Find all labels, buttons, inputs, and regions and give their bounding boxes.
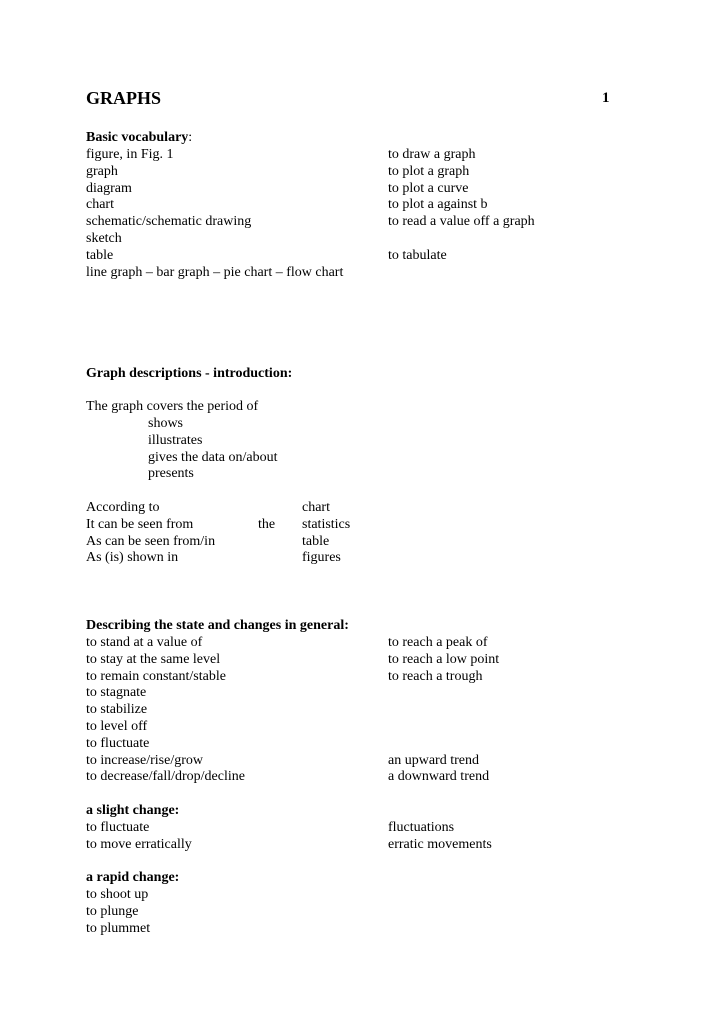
list-item: to shoot up — [86, 887, 149, 902]
list-item: an upward trend — [388, 752, 479, 768]
list-item: to move erratically — [86, 836, 192, 852]
list-item: to decrease/fall/drop/decline — [86, 769, 245, 785]
list-item: to reach a trough — [388, 668, 483, 684]
list-item: to plummet — [86, 920, 151, 936]
list-item: diagram — [86, 180, 132, 196]
state-changes-right-list — [388, 635, 499, 786]
list-item: sketch — [86, 230, 122, 246]
intro-nouns-list — [302, 500, 350, 567]
list-item: fluctuations — [388, 820, 455, 835]
intro-verbs-list — [148, 416, 277, 483]
list-item — [388, 702, 499, 719]
list-item: to stagnate — [86, 685, 147, 701]
list-item: As (is) shown in — [86, 550, 179, 566]
list-item: statistics — [302, 516, 351, 532]
page-number: 1 — [602, 90, 610, 106]
list-item — [388, 231, 535, 248]
slight-change-right-list — [388, 820, 492, 854]
list-item: erratic movements — [388, 836, 492, 852]
list-item — [388, 685, 499, 702]
list-item: line graph – bar graph – pie chart – flow chart — [86, 264, 344, 280]
list-item: schematic/schematic drawing — [86, 214, 252, 230]
list-item: to stabilize — [86, 702, 148, 718]
rapid-change-heading: a rapid change: — [86, 870, 180, 885]
list-item: to plunge — [86, 903, 139, 919]
list-item: figure, in Fig. 1 — [86, 147, 174, 162]
introduction-heading: Graph descriptions - introduction: — [86, 366, 293, 381]
list-item: to fluctuate — [86, 820, 150, 835]
intro-phrases-list — [86, 500, 215, 567]
list-item: to reach a low point — [388, 651, 500, 667]
intro-article: the — [258, 517, 276, 532]
slight-change-left-list — [86, 820, 192, 854]
list-item: table — [302, 533, 330, 549]
list-item: gives the data on/about — [148, 449, 278, 465]
list-item: to fluctuate — [86, 735, 150, 751]
list-item — [388, 736, 499, 753]
state-changes-left-list — [86, 635, 245, 786]
basic-vocabulary-left-list — [86, 147, 343, 281]
list-item: to increase/rise/grow — [86, 752, 204, 768]
list-item: to plot a graph — [388, 163, 470, 179]
list-item: table — [86, 247, 114, 263]
list-item: figures — [302, 550, 341, 566]
list-item: to remain constant/stable — [86, 668, 226, 684]
list-item: It can be seen from — [86, 516, 194, 532]
slight-change-heading: a slight change: — [86, 803, 180, 818]
list-item: shows — [148, 416, 184, 431]
list-item: to stay at the same level — [86, 651, 221, 667]
list-item: According to — [86, 500, 160, 515]
basic-vocabulary-heading: Basic vocabulary: — [86, 130, 193, 145]
rapid-change-list — [86, 887, 150, 937]
list-item: presents — [148, 466, 194, 482]
list-item: chart — [86, 197, 114, 213]
list-item: to reach a peak of — [388, 635, 488, 650]
list-item: graph — [86, 163, 118, 179]
list-item: to plot a curve — [388, 180, 469, 196]
list-item: chart — [302, 500, 330, 515]
state-changes-heading: Describing the state and changes in general: — [86, 618, 349, 633]
list-item: to stand at a value of — [86, 635, 203, 650]
list-item: to draw a graph — [388, 147, 476, 162]
list-item: a downward trend — [388, 769, 490, 785]
basic-vocabulary-right-list — [388, 147, 535, 265]
page-title: GRAPHS — [86, 88, 162, 108]
list-item: illustrates — [148, 432, 203, 448]
list-item — [388, 719, 499, 736]
list-item: to level off — [86, 718, 148, 734]
list-item: to plot a against b — [388, 197, 488, 213]
intro-line: The graph covers the period of — [86, 399, 259, 414]
list-item: to tabulate — [388, 247, 447, 263]
list-item: to read a value off a graph — [388, 214, 535, 230]
list-item: As can be seen from/in — [86, 533, 216, 549]
